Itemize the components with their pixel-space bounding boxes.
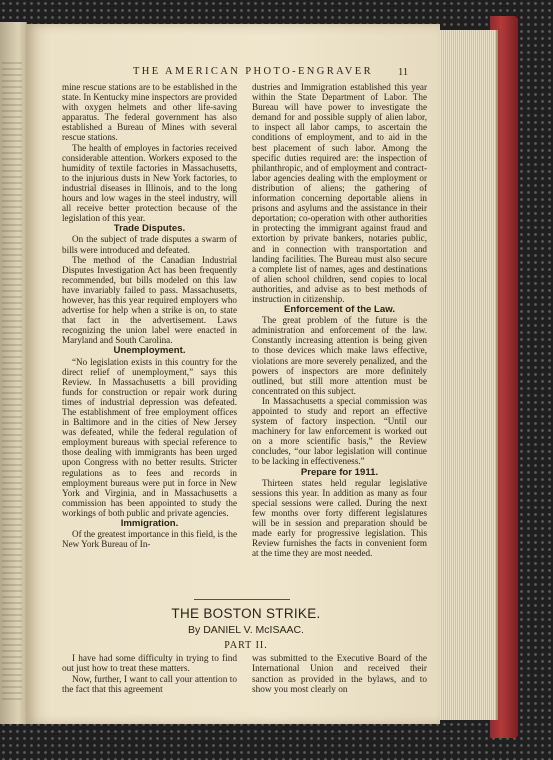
paragraph: Thirteen states held regular legislative sessions this year. In addition as many as four special sessions were called. During the next few months over forty different legislatures will be in session and preparation should be made early for progressive legislation. This Review furnishes the facts in convenient form at the time they are most needed. <box>252 477 427 559</box>
paragraph: dustries and Immigration established this year within the State Department of Labor. The Bureau will have power to investigate the demand for and possible supply of alien labor, to inspect all labor camps, to ascertain the conditions of employment, and to aid in the best placement of such labor. Among the specific duties required are: the inspection of philanthropic, and of employment and contract-labor agencies dealing with the employment or distribution of aliens; the gathering of information concerning deportable aliens in prisons and asylums and the assistance in their deportation; co-operation with other authorities in protecting the immigrant against fraud and extortion by private bankers, notaries public, and in connection with transportation and landing facilities. The Bureau must also secure a complete list of names, ages and destinations of alien school children, send copies to local authorities, and advise as to best methods of instruction in citizenship. <box>252 82 427 304</box>
right-column <box>252 82 427 558</box>
article-title: THE BOSTON STRIKE. <box>171 606 321 621</box>
paragraph: “No legislation exists in this country for the direct relief of unemployment,” says this Review. In Massachusetts a bill providing funds for construction or repair work during times of industrial depression was defeated. The establishment of free employment offices in Baltimore and in the cities of New Jersey was defeated, while the federal regulation of employment bureaus with special reference to those dealing with immigrants has been urged upon Congress with no better results. Stricter regulations as to fees and records in employment bureaus were put in force in New York and Virginia, and in Massachusetts a commission has been appointed to study the workings of both public and private agencies. <box>62 356 237 518</box>
page-number: 11 <box>398 67 409 78</box>
section-heading: Prepare for 1911. <box>300 466 379 478</box>
paragraph: The great problem of the future is the administration and enforcement of the law. Constantly increasing attention is being given to those devices which make laws effective, violations are more severely penalized, and the powers of inspectors are more definitely outlined, but still more attention must be concentrated on this subject. <box>252 315 427 396</box>
strike-right-column <box>252 654 427 696</box>
paragraph: I have had some difficulty in trying to find out just how to treat these matters. <box>62 654 237 675</box>
paragraph: was submitted to the Executive Board of the International Union and received their sanction as provided in the bylaws, and to show you most clearly on <box>252 654 427 696</box>
paragraph: The method of the Canadian Industrial Disputes Investigation Act has been frequently recommended, but bills modeled on this law have invariably failed to pass. Massachusetts, however, has this year required employers who advertise for help when a strike is on, to state that fact in the advertisement. Laws recognizing the union label were enacted in Maryland and South Carolina. <box>62 254 237 346</box>
paragraph: In Massachusetts a special commission was appointed to study and report an effective system of factory inspection. “Until our machinery for law enforcement is worked out on a more scientific basis,” the Review concludes, “our labor legislation will continue to be lacking in effectiveness.” <box>252 395 427 467</box>
facing-page-edge <box>0 22 27 724</box>
section-heading: Enforcement of the Law. <box>283 304 396 316</box>
section-divider <box>194 599 290 600</box>
section-heading: Unemployment. <box>113 345 186 357</box>
left-column <box>62 82 237 549</box>
paragraph: mine rescue stations are to be established in the state. In Kentucky mine inspectors are provided with oxygen helmets and other life-saving apparatus. The federal government has also established a Bureau of Mines with several rescue stations. <box>62 82 237 143</box>
paragraph: Of the greatest importance in this field, is the New York Bureau of In- <box>62 529 237 550</box>
paragraph: On the subject of trade disputes a swarm of bills were introduced and defeated. <box>62 234 237 255</box>
paragraph: The health of employes in factories received considerable attention. Workers exposed to the humidity of textile factories in Massachusetts, to the injurious dusts in New York factories, to industrial diseases in Illinois, and to the long hours and low wages in the steel industry, will all receive better protection because of the legislation of this year. <box>62 142 237 224</box>
paragraph: Now, further, I want to call your attention to the fact that this agreement <box>62 674 237 696</box>
article-columns <box>62 82 430 592</box>
page-stack-edge <box>432 30 498 720</box>
section-heading: Immigration. <box>120 518 179 530</box>
running-head: THE AMERICAN PHOTO-ENGRAVER <box>132 66 373 77</box>
section-heading: Trade Disputes. <box>113 223 186 235</box>
book-page <box>26 24 440 724</box>
article-byline: By DANIEL V. McISAAC. <box>188 624 304 636</box>
article-part: PART II. <box>224 640 268 651</box>
facing-page-text-shadow <box>2 62 22 702</box>
strike-left-column <box>62 654 237 696</box>
